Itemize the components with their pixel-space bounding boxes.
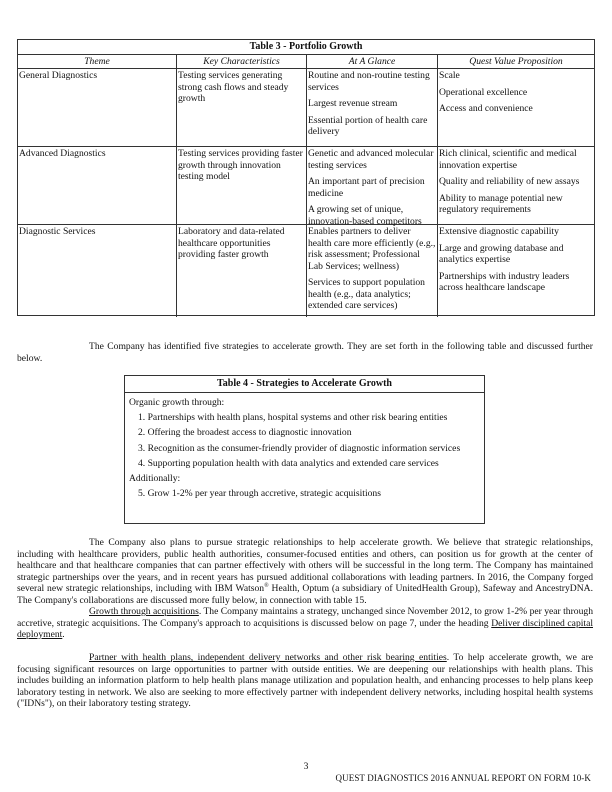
health-plans-paragraph: Partner with health plans, independent delivery networks and other risk bearing entities. To help accelerate growth, we are focusing significant resources on large opportunities to partner with outside entities. We are deepening our relationships with health plans. This includes building an information platform to help health plans manage utilization and population health, and enhancing processes to help plans keep laboratory testing in network. We also are seeking to more effectively partner with independent delivery networks, including hospital health systems ("IDNs"), on their laboratory testing strategy. [17,652,593,709]
strategy-item: 2. Offering the broadest access to diagnostic innovation [138,427,352,439]
glance-item: An important part of precision medicine [308,176,425,199]
table-header-row [18,55,594,69]
table-title: Table 3 - Portfolio Growth [18,40,594,55]
glance-cell [307,69,438,146]
glance-item: Services to support population health (e.g., data analytics; extended care services) [308,277,425,311]
value-item: Operational excellence [439,86,528,98]
report-footer: QUEST DIAGNOSTICS 2016 ANNUAL REPORT ON FORM 10-K [335,773,591,783]
value-item: Rich clinical, scientific and medical innovation expertise [439,148,577,171]
glance-item: Essential portion of health care delivery [308,114,428,137]
value-cell [438,69,594,146]
additionally-label: Additionally: [129,472,181,484]
page-number: 3 [303,761,309,772]
characteristics-cell: Testing services generating strong cash flows and steady growth [177,69,307,146]
strategy-item: 5. Grow 1-2% per year through accretive, strategic acquisitions [138,488,381,500]
theme-cell: Advanced Diagnostics [18,147,177,224]
portfolio-growth-table [17,39,595,316]
acquisitions-paragraph: Growth through acquisitions. The Company maintains a strategy, unchanged since November 2012, to grow 1-2% per year through accretive, strategic acquisitions. The Company's approach to acquisitions is discussed below on page 7, under the heading Deliver disciplined capital deployment. [17,606,593,640]
value-item: Quality and reliability of new assays [439,176,580,187]
strategies-table [124,375,485,524]
glance-item: Largest revenue stream [308,98,398,109]
glance-item: Enables partners to deliver health care more efficiently (e.g., risk assessment; Professional Lab Services; wellness) [308,226,436,272]
value-item: Partnerships with industry leaders across healthcare landscape [439,270,570,293]
glance-item: A growing set of unique, innovation-based competitors [308,204,422,227]
glance-cell [307,147,438,227]
registered-mark: ® [264,582,269,589]
value-item: Ability to manage potential new regulatory requirements [439,192,563,215]
value-item: Scale [439,70,460,81]
characteristics-cell: Laboratory and data-related healthcare opportunities providing faster growth [177,225,307,317]
glance-item: Routine and non-routine testing services [308,70,430,93]
section-heading: Partner with health plans, independent delivery networks and other risk bearing entities [89,652,447,663]
strategic-relationships-paragraph: The Company also plans to pursue strategic relationships to help accelerate growth. We believe that strategic relationships, including with healthcare providers, public health authorities, consumer-focused entities and others, can position us for growth at the center of healthcare and that healthcare companies that can partner effectively with others will be successful in the long term. The Company has maintained strategic partnerships over the years, and in recent years has pursued additional collaborations with leading partners. In 2016, the Company forged several new strategic relationships, including with IBM Watson® Health, Optum (a subsidiary of UnitedHealth Group), Safeway and AncestryDNA. The Company's collaborations are discussed more fully below, in connection with table 15. [17,537,593,606]
theme-cell: General Diagnostics [18,69,177,146]
column-header-theme: Theme [18,55,177,68]
glance-item: Genetic and advanced molecular testing services [308,148,434,171]
strategies-intro-paragraph: The Company has identified five strategies to accelerate growth. They are set forth in the following table and discussed further below. [17,341,593,364]
column-header-value-proposition: Quest Value Proposition [469,56,563,67]
table-row [18,225,594,317]
column-header-key-characteristics: Key Characteristics [177,55,307,68]
value-item: Extensive diagnostic capability [439,226,559,237]
theme-cell: Diagnostic Services [18,225,177,317]
table-title: Table 4 - Strategies to Accelerate Growth [125,376,484,393]
glance-cell [307,225,438,317]
table-row [18,69,594,147]
strategy-item: 1. Partnerships with health plans, hospital systems and other risk bearing entities [138,412,448,424]
strategy-item: 4. Supporting population health with data analytics and extended care services [138,457,439,469]
organic-label: Organic growth through: [129,397,225,408]
characteristics-cell: Testing services providing faster growth through innovation testing model [177,147,307,224]
value-item: Large and growing database and analytics expertise [439,242,564,265]
table-row [18,147,594,225]
section-heading: Growth through acquisitions [89,606,199,617]
strategy-item: 3. Recognition as the consumer-friendly provider of diagnostic information services [138,442,461,454]
column-header-at-a-glance: At A Glance [307,55,438,68]
value-cell [438,147,594,224]
cross-reference-link[interactable]: Deliver disciplined capital deployment [17,617,593,640]
value-cell [438,225,594,317]
value-item: Access and convenience [439,103,533,114]
